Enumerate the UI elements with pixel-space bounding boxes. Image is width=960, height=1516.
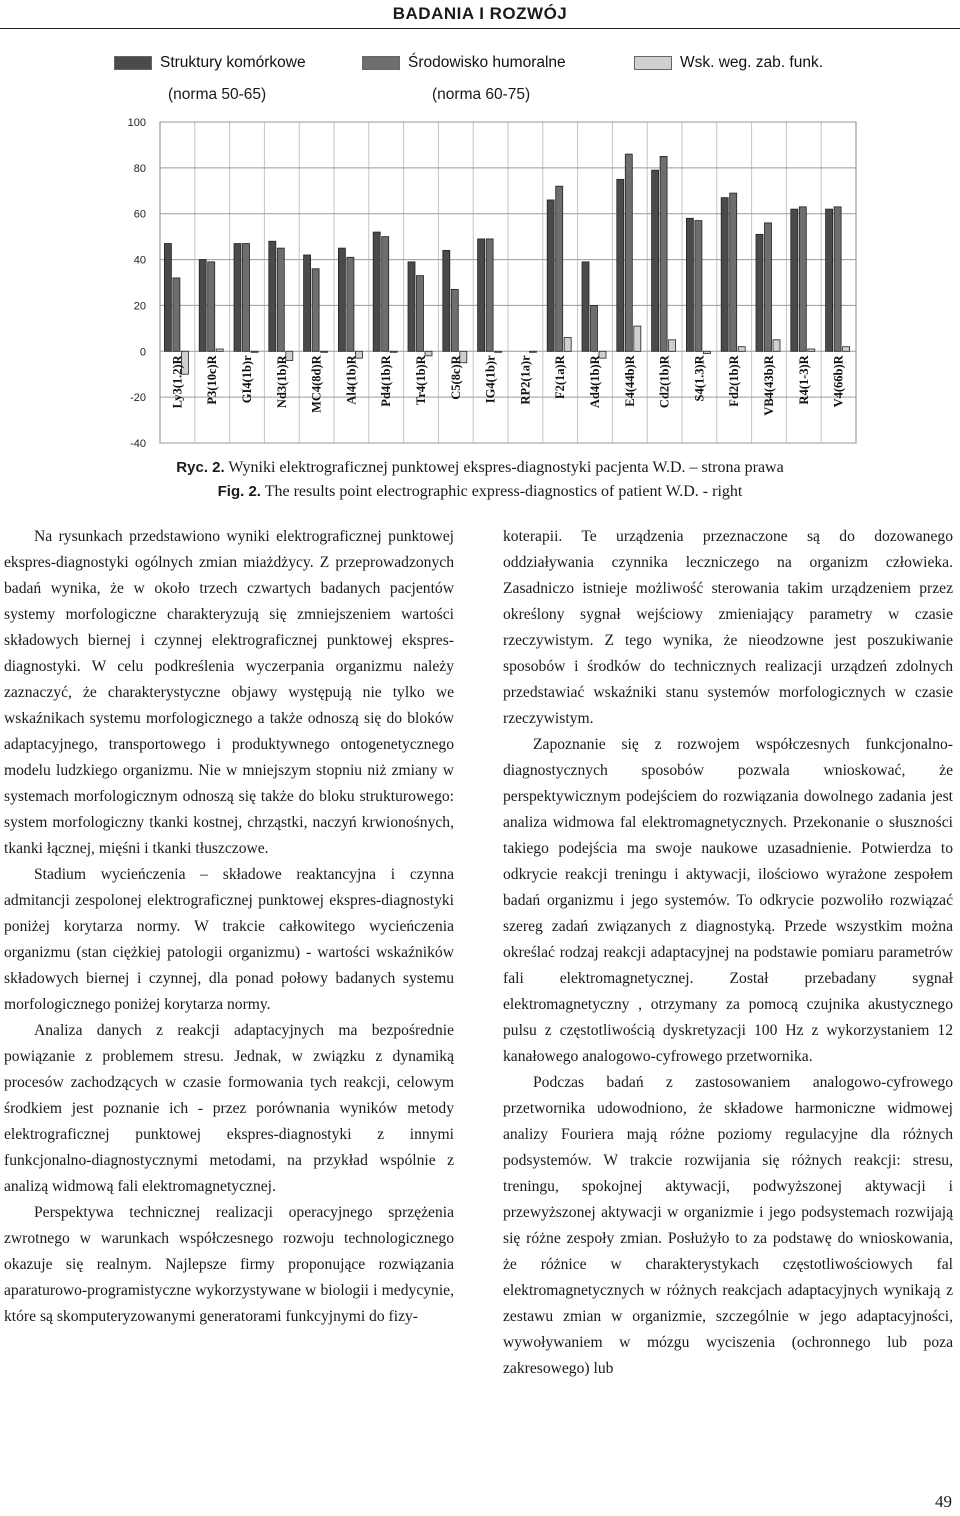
journal-section-title: BADANIA I ROZWÓJ: [392, 4, 568, 23]
bar: [208, 262, 215, 351]
x-tick-label: Tr4(1b)R: [414, 355, 428, 406]
bar: [591, 305, 598, 351]
y-tick-label: 80: [133, 162, 146, 175]
bar: [826, 209, 833, 351]
bar: [486, 239, 493, 351]
bar: [408, 262, 415, 351]
x-tick-label: P3(10c)R: [205, 355, 220, 405]
paragraph: koterapii. Te urządzenia przeznaczone są do dozowanego oddziaływania czynnika leczniczego na organizm człowieka. Zasadniczo istnieje możliwość sterowania takim urządzeniem przez określony sygnał wejściowy zmieniający parametry w czasie rzeczywistym. Z tego wynika, że nieodzowne jest poszukiwanie sposobów i środków do technicznych realizacji urządzeń zdolnych przedstawiać wskaźniki stanu systemów morfologicznych w czasie rzeczywistym.: [503, 528, 953, 727]
x-tick-label: Ly3(1.2)R: [170, 355, 185, 409]
bar: [373, 232, 380, 351]
x-tick-label: R4(1-3)R: [796, 355, 811, 405]
x-tick-label: Pd4(1b)R: [379, 355, 394, 407]
paragraph: Zapoznanie się z rozwojem współczesnych funkcjonalno-diagnostycznych sposobów pozwala wnioskować, że perspektywicznym podejściem do rozwiązania dowolnego zadania jest analiza widmowa fal elektromagnetycznych. Przekonanie o słuszności takiego podejścia ma swoje naukowe uzasadnienie. Potwierdza to odkrycie reakcji treningu i aktywacji, ilościowo wyrażone zespołem badań organizmu i jego systemów. To odkrycie pozwoliło rozwiązać szereg zadań związanych z diagnostyką. Przede wszystkim można określać rodzaj reakcji adaptacyjnej na podstawie pomiaru parametrów fali elektromagnetycznej. Został przebadany sygnał elektromagnetyczny , otrzymany za pomocą czujnika akustycznego pulsu z częstotliwością dyskretyzacji 100 Hz z wykorzystaniem 12 kanałowego analogowo-cyfrowego przetwornika.: [503, 736, 953, 1065]
x-tick-label: VB4(43b)R: [762, 355, 776, 416]
x-tick-label: Al4(1b)R: [344, 355, 359, 405]
bar: [269, 241, 276, 351]
bar: [556, 186, 563, 351]
page-number: 49: [935, 1492, 952, 1511]
paragraph: Analiza danych z reakcji adaptacyjnych ma bezpośrednie powiązanie z problemem stresu. Jednak, w związku z dynamiką procesów zachodzących w czasie formowania tych reakcji, celowym środkiem jest poznanie ich - przez porównania wyników metody elektrograficznej punktowej ekspres-diagnostyki z innymi funkcjonalno-diagnostycznymi metodami, na przykład wspólnie z analizą widmową fali elektromagnetycznej.: [4, 1022, 454, 1195]
x-tick-label: Cd2(1b)R: [657, 355, 672, 409]
x-tick-label: C5(8c)R: [448, 355, 463, 400]
bar: [834, 207, 841, 351]
bar: [703, 351, 710, 353]
x-tick-label: GI4(1b)r: [240, 355, 254, 404]
legend-label-wsk: Wsk. weg. zab. funk.: [680, 54, 823, 71]
bar: [617, 179, 624, 351]
legend-label-srodowisko: Środowisko humoralne: [408, 54, 566, 71]
y-tick-label: 40: [133, 254, 146, 267]
x-tick-label: IG4(1b)r: [483, 355, 498, 404]
caption-label-en: Fig. 2.: [217, 483, 261, 500]
bar: [808, 349, 815, 351]
bar: [730, 193, 737, 351]
bar: [738, 347, 745, 352]
x-tick-label: S4(1.3)R: [692, 355, 707, 402]
right-text-column: [503, 524, 953, 1382]
bar: [216, 349, 223, 351]
bar: [173, 278, 180, 351]
bar: [321, 351, 328, 352]
bar: [425, 351, 432, 356]
bar: [756, 234, 763, 351]
bar: [843, 347, 850, 352]
x-tick-label: MC4(8d)R: [309, 355, 324, 413]
y-tick-label: 100: [127, 117, 146, 129]
y-tick-label: 20: [133, 300, 146, 313]
bar: [234, 244, 241, 352]
y-tick-label: -40: [130, 438, 146, 450]
bar: [634, 326, 641, 351]
bar: [695, 221, 702, 352]
bar: [199, 260, 206, 352]
bar: [382, 237, 389, 352]
x-tick-label: E4(44b)R: [622, 355, 637, 407]
bar: [347, 257, 354, 351]
bar: [417, 276, 424, 352]
bar: [773, 340, 780, 351]
x-tick-label: Nd3(1b)R: [274, 355, 289, 409]
bar: [625, 154, 632, 351]
caption-text-en: The results point electrographic express-diagnostics of patient W.D. - right: [260, 483, 743, 500]
bar: [312, 269, 319, 352]
bar: [390, 351, 397, 352]
bar: [686, 218, 693, 351]
caption-label-pl: Ryc. 2.: [176, 459, 225, 476]
left-text-column: [4, 524, 454, 1330]
bar: [582, 262, 589, 351]
legend-label-struktury: Struktury komórkowe: [160, 54, 306, 71]
bar: [529, 351, 536, 352]
legend-norm-srodowisko: (norma 60-75): [432, 86, 531, 103]
legend-norm-struktury: (norma 50-65): [168, 86, 267, 103]
bar: [243, 244, 250, 352]
x-tick-label: Fd2(1b)R: [727, 355, 742, 407]
bar: [495, 351, 502, 352]
caption-text-pl: Wyniki elektrograficznej punktowej ekspres-diagnostyki pacjenta W.D. – strona prawa: [224, 459, 784, 476]
bar: [765, 223, 772, 351]
bar: [251, 351, 258, 352]
paragraph: Perspektywa technicznej realizacji operacyjnego sprzężenia zwrotnego w warunkach współczesnego rozwoju technologicznego okazuje się realnym. Najlepsze firmy proponujące rozwiązania aparaturowo-programistyczne wykorzystywane w biologii i medycynie, które są skomputeryzowanymi generatorami funkcyjnymi do fizy-: [4, 1204, 454, 1325]
figure-caption-en: [0, 483, 960, 501]
bar: [164, 244, 171, 352]
y-tick-label: -20: [130, 392, 146, 405]
x-tick-label: RP2(1a)r: [518, 355, 533, 405]
paragraph: Podczas badań z zastosowaniem analogowo-cyfrowego przetwornika udowodniono, że składowe harmoniczne widmowej analizy Fouriera mają różne poziomy regulacyjne dla różnych podsystemów. W trakcie rozwijania się różnych reakcji: stresu, treningu, spokojnej aktywacji, podwyższonej aktywacji i przewyższonej aktywacji w organizmie i jego podsystemach rozwijają się różne zespoły zmian. Posłużyło to za podstawę do wnioskowania, że różnice w charakterystykach częstotliwościowych fal elektromagnetycznych w różnych reakcjach adaptacyjnych wynikają z zestawu zmian w organizmie, szczególnie w jego adaptacyjności, wywoływaniem w mózgu wyciszenia (ochronnego lub poza zakresowego) lub: [503, 1074, 953, 1377]
x-tick-label: F2(1a)R: [553, 355, 568, 400]
paragraph: Stadium wycieńczenia – składowe reaktancyjna i czynna admitancji zespolonej elektrograficznej punktowej ekspres-diagnostyki poniżej korytarza normy. W trakcie całkowitego wycieńczenia organizmu (stan ciężkiej patologii organizmu) - wartości wskaźników składowych biernej i czynnej, dla ponad połowy badanych systemu morfologicznego poniżej korytarza normy.: [4, 866, 454, 1013]
bar: [338, 248, 345, 351]
bar: [660, 156, 667, 351]
bar: [564, 338, 571, 352]
paragraph: Na rysunkach przedstawiono wyniki elektrograficznej punktowej ekspres-diagnostyki ogólnych zmian miażdżycy. Z przeprowadzonych badań wynika, że w około trzech czwartych badanych pacjentów systemy morfologiczne charakteryzują się zmniejszeniem wartości składowych biernej i czynnej elektrograficznej punktowej ekspres-diagnostyki. W celu podkreślenia wyczerpania organizmu należy zaznaczyć, że charakterystyczne objawy występują nie tylko we wskaźnikach systemu morfologicznego a także odnoszą się do bloków adaptacyjnego, transportowego i produktywnego ontogenetycznego modelu ludzkiego organizmu. Nie w mniejszym stopniu niż zmiany w systemach morfologicznym odnoszą się także do bloku strukturowego: system morfologiczny tkanki kostnej, chrząstki, naczyń krwionośnych, tkanki łącznej, mięśni i tkanki tłuszczowe.: [4, 528, 454, 857]
bar: [443, 250, 450, 351]
bar: [791, 209, 798, 351]
bar: [478, 239, 485, 351]
bar: [799, 207, 806, 351]
bar: [721, 198, 728, 352]
x-tick-label: V4(66b)R: [831, 355, 846, 408]
bar: [277, 248, 284, 351]
y-tick-label: 0: [139, 346, 146, 359]
bar-chart: [0, 0, 960, 470]
bar: [547, 200, 554, 351]
bar: [451, 289, 458, 351]
x-tick-label: Ad4(1b)R: [588, 355, 602, 409]
bar: [652, 170, 659, 351]
figure-caption-pl: [0, 459, 960, 477]
y-tick-label: 60: [133, 208, 146, 221]
bar: [304, 255, 311, 351]
bar: [669, 340, 676, 351]
